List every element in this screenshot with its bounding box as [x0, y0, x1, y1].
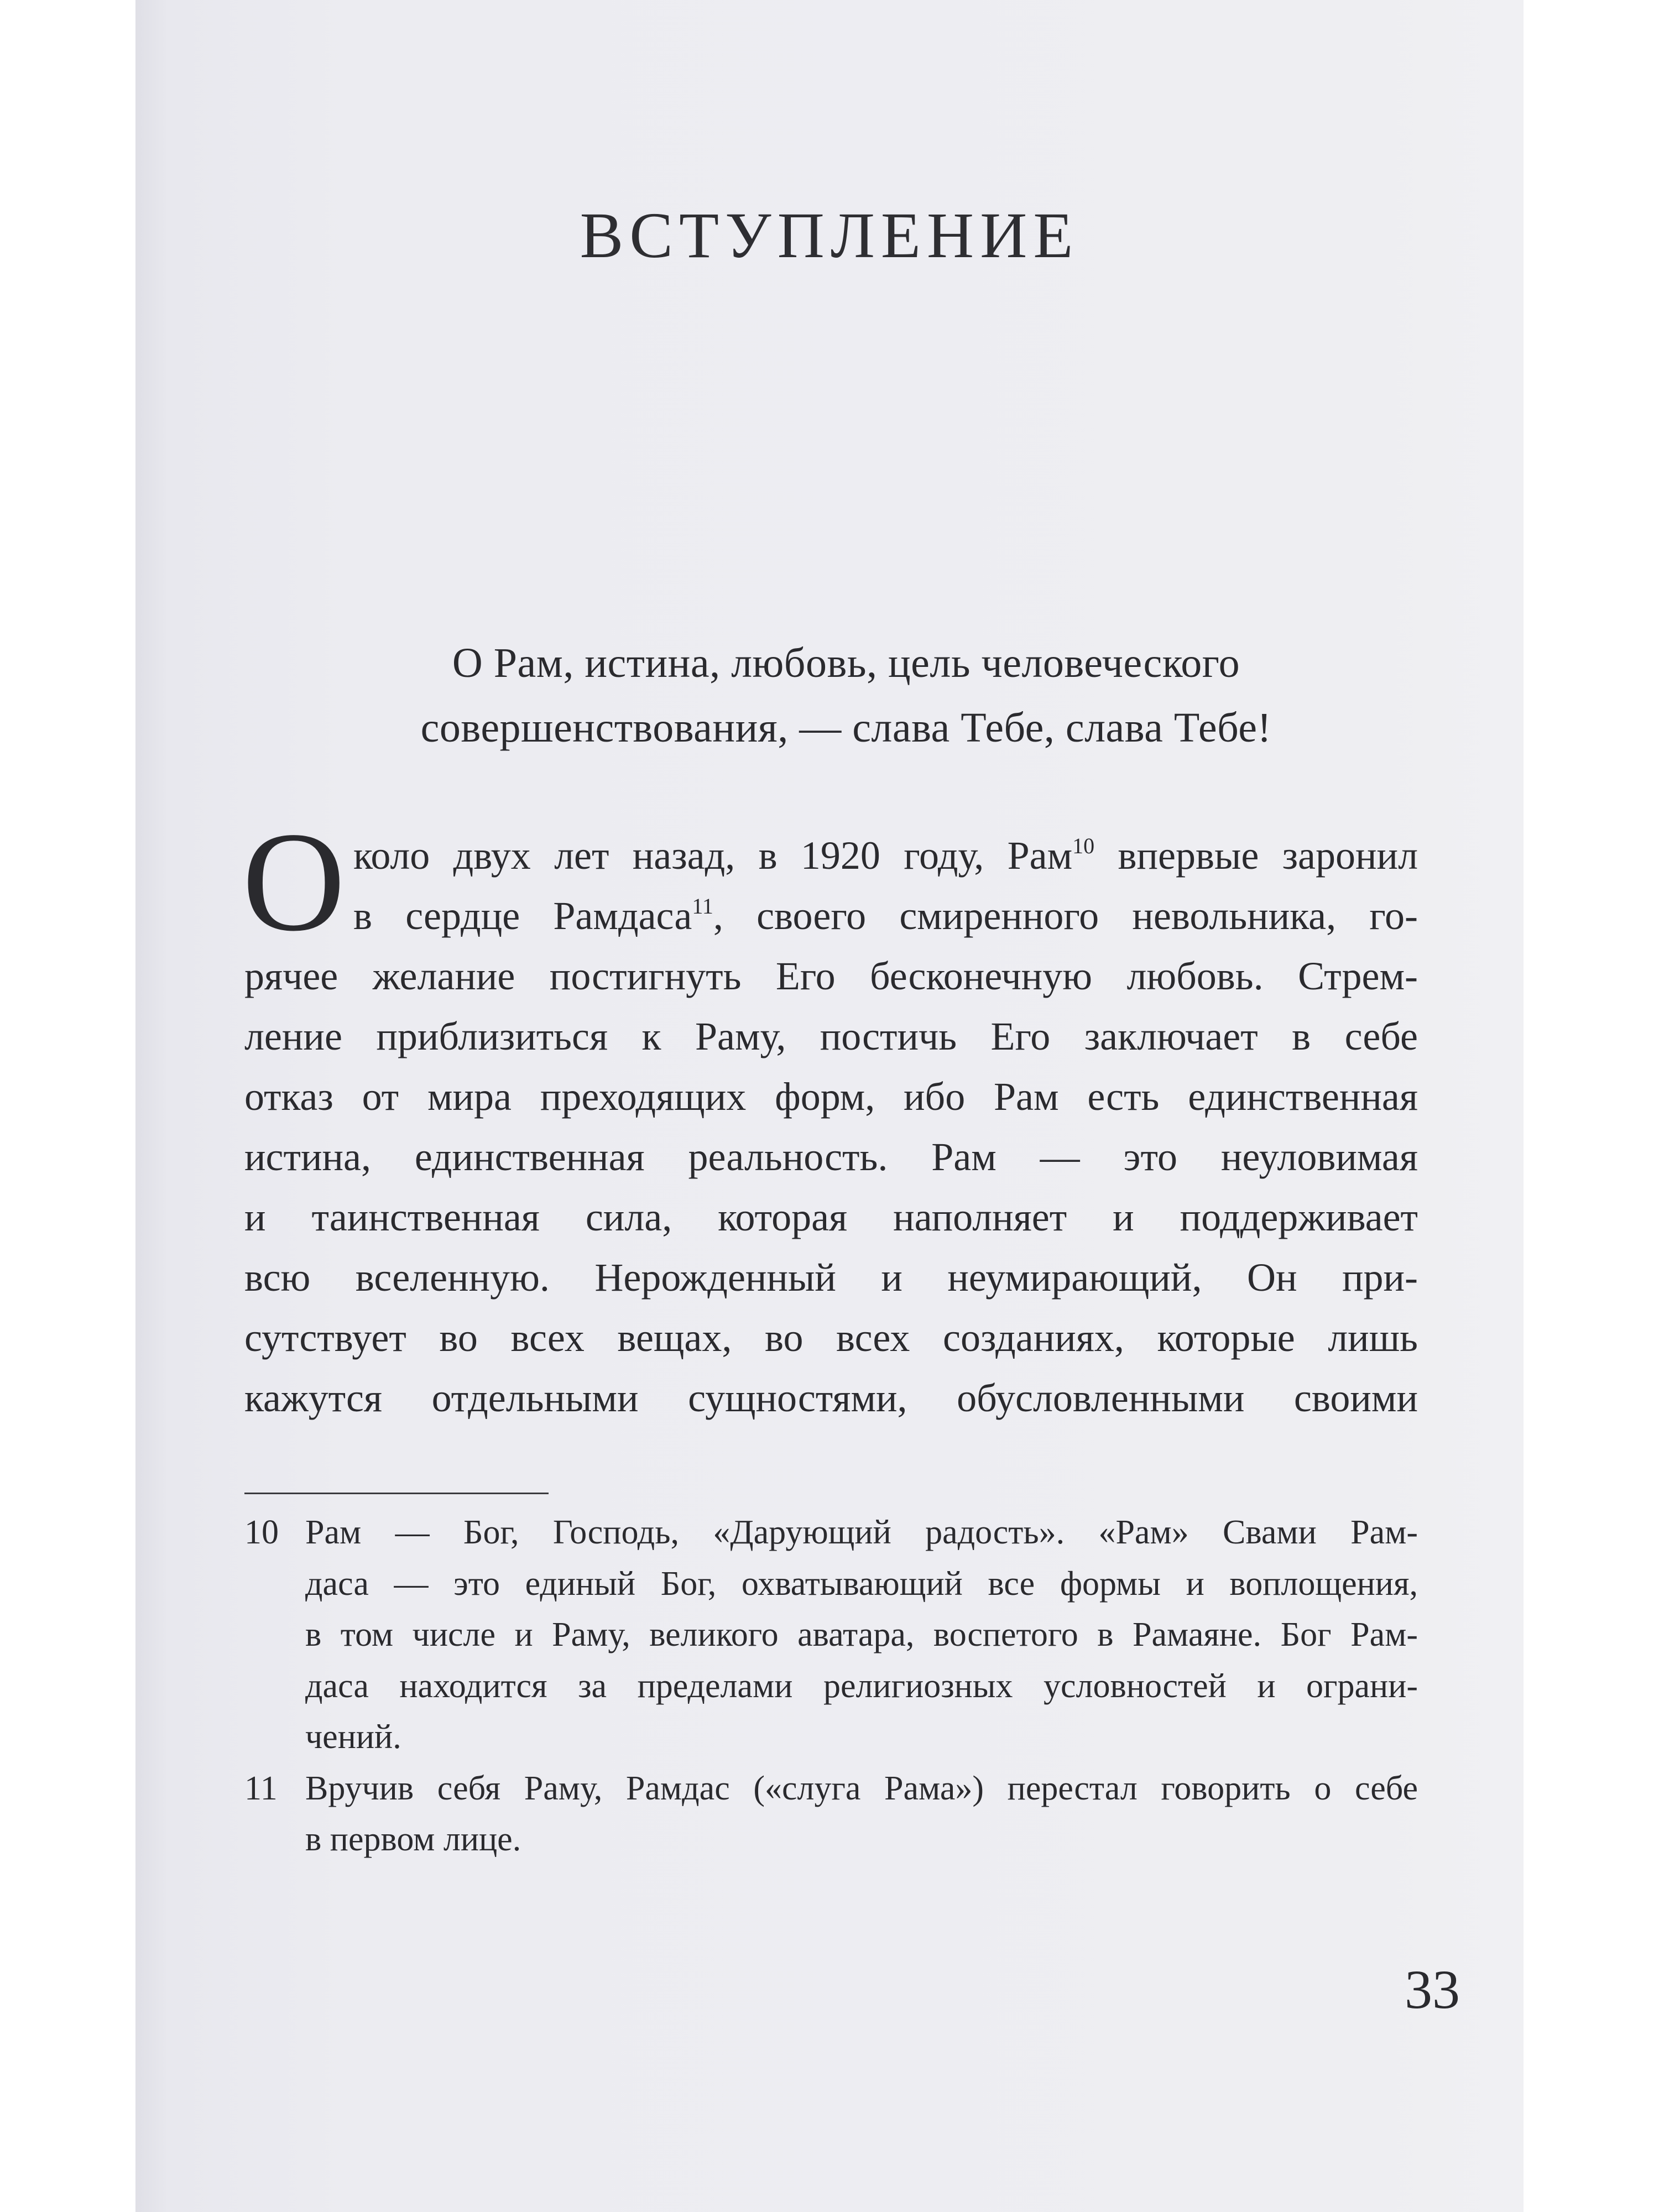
footnote-reference-10[interactable]: 10 — [1072, 833, 1095, 858]
body-text-segment: , своего смиренного невольника, го- — [713, 894, 1418, 938]
body-line: истина, единственная реальность. Рам — это неуловимая — [244, 1135, 1418, 1179]
footnote-line: Вручив себя Раму, Рамдас («слуга Рама») перестал говорить о себе — [305, 1769, 1418, 1807]
footnote-line: чений. — [305, 1718, 401, 1756]
footnote-10 — [244, 1507, 1418, 1763]
chapter-title: ВСТУПЛЕНИЕ — [580, 199, 1079, 272]
body-line: всю вселенную. Нерожденный и неумирающий, Он при- — [244, 1255, 1418, 1300]
epigraph-line: О Рам, истина, любовь, цель человеческого — [452, 640, 1240, 686]
footnote-number: 10 — [244, 1514, 279, 1551]
body-line — [353, 886, 1418, 946]
drop-cap: О — [242, 802, 346, 961]
body-paragraph — [242, 802, 1418, 1428]
body-line: и таинственная сила, которая наполняет и поддерживает — [244, 1195, 1418, 1239]
body-line — [353, 826, 1418, 886]
body-text-segment: впервые заронил — [1094, 833, 1418, 878]
scan-margin-right — [1524, 0, 1659, 2212]
footnote-line: даса находится за пределами религиозных условностей и ограни- — [305, 1667, 1418, 1705]
footnote-line: в первом лице. — [305, 1820, 521, 1858]
footnote-separator — [244, 1493, 549, 1494]
footnote-number: 11 — [244, 1769, 278, 1807]
body-line: сутствует во всех вещах, во всех созданиях, которые лишь — [244, 1316, 1418, 1360]
body-line: кажутся отдельными сущностями, обусловленными своими — [244, 1376, 1418, 1420]
body-text-segment: коло двух лет назад, в 1920 году, Рам — [353, 833, 1073, 878]
footnote-reference-11[interactable]: 11 — [692, 894, 713, 919]
footnote-line: Рам — Бог, Господь, «Дарующий радость». «Рам» Свами Рам- — [305, 1514, 1418, 1551]
body-line: отказ от мира преходящих форм, ибо Рам есть единственная — [244, 1074, 1418, 1119]
body-line: ление приблизиться к Раму, постичь Его заключает в себе — [244, 1014, 1418, 1058]
epigraph — [299, 631, 1394, 760]
scan-margin-left — [0, 0, 135, 2212]
footnote-11 — [244, 1763, 1418, 1865]
epigraph-line: совершенствования, — слава Тебе, слава Тебе! — [420, 705, 1272, 751]
footnote-line: в том числе и Раму, великого аватара, воспетого в Рамаяне. Бог Рам- — [305, 1616, 1418, 1653]
body-line: рячее желание постигнуть Его бесконечную любовь. Стрем- — [244, 954, 1418, 998]
body-text-segment: в сердце Рамдаса — [353, 894, 692, 938]
page-number: 33 — [1405, 1959, 1460, 2020]
footnote-line: даса — это единый Бог, охватывающий все формы и воплощения, — [305, 1564, 1418, 1603]
footnotes — [244, 1507, 1418, 1865]
